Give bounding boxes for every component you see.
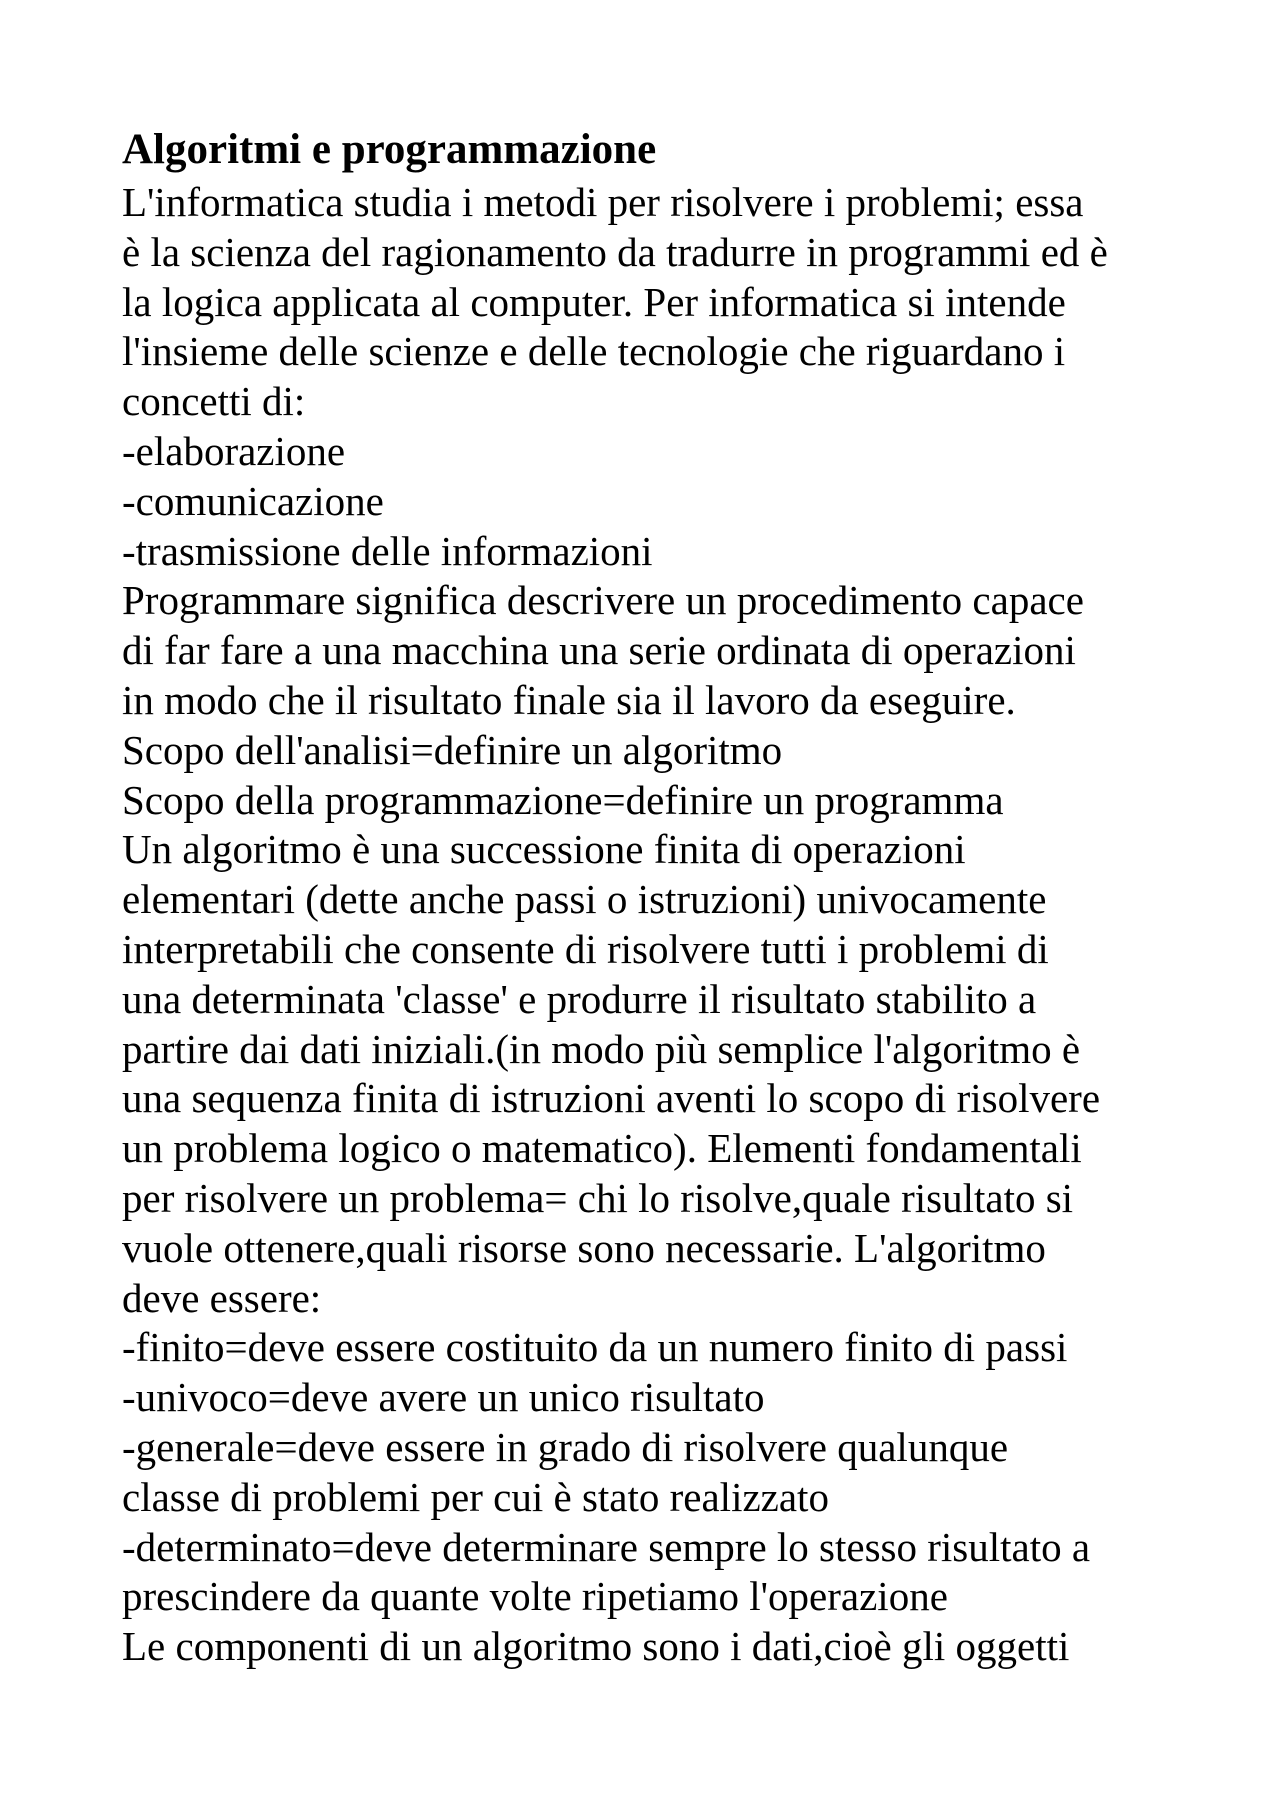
list-item: -comunicazione	[122, 477, 384, 524]
list-item: -elaborazione	[122, 427, 346, 474]
text-line: deve essere:	[122, 1274, 322, 1321]
document-title: Algoritmi e programmazione	[122, 126, 657, 173]
text-line: concetti di:	[122, 378, 306, 425]
list-item: -univoco=deve avere un unico risultato	[122, 1374, 765, 1421]
list-item: -determinato=deve determinare sempre lo stesso risultato a	[122, 1523, 1091, 1570]
list-item: -trasmissione delle informazioni	[122, 527, 653, 574]
text-line: Le componenti di un algoritmo sono i dati,cioè gli oggetti	[122, 1623, 1070, 1670]
document-body	[122, 178, 1232, 1672]
text-line: è la scienza del ragionamento da tradurre in programmi ed è	[122, 228, 1108, 275]
list-item: -generale=deve essere in grado di risolvere qualunque	[122, 1423, 1009, 1470]
text-line: una determinata 'classe' e produrre il risultato stabilito a	[122, 975, 1037, 1022]
text-line: la logica applicata al computer. Per informatica si intende	[122, 278, 1066, 325]
text-line: di far fare a una macchina una serie ordinata di operazioni	[122, 627, 1076, 674]
text-line: L'informatica studia i metodi per risolvere i problemi; essa	[122, 179, 1084, 225]
text-line: per risolvere un problema= chi lo risolve,quale risultato si	[122, 1174, 1074, 1221]
text-line: Un algoritmo è una successione finita di operazioni	[122, 826, 966, 873]
text-line: una sequenza finita di istruzioni aventi lo scopo di risolvere	[122, 1075, 1101, 1122]
text-line: elementari (dette anche passi o istruzioni) univocamente	[122, 876, 1047, 923]
text-line: Programmare significa descrivere un procedimento capace	[122, 577, 1084, 624]
text-line: l'insieme delle scienze e delle tecnologie che riguardano i	[122, 328, 1066, 375]
text-line: vuole ottenere,quali risorse sono necessarie. L'algoritmo	[122, 1224, 1046, 1271]
text-line: un problema logico o matematico). Elementi fondamentali	[122, 1125, 1082, 1172]
text-line: prescindere da quante volte ripetiamo l'operazione	[122, 1573, 948, 1620]
text-line: classe di problemi per cui è stato realizzato	[122, 1473, 829, 1520]
text-line: interpretabili che consente di risolvere tutti i problemi di	[122, 925, 1049, 972]
document-page	[122, 122, 1232, 1672]
text-line: Scopo dell'analisi=definire un algoritmo	[122, 726, 783, 773]
list-item: -finito=deve essere costituito da un numero finito di passi	[122, 1324, 1068, 1371]
text-line: in modo che il risultato finale sia il lavoro da eseguire.	[122, 676, 1016, 723]
text-line: partire dai dati iniziali.(in modo più semplice l'algoritmo è	[122, 1025, 1081, 1072]
text-line: Scopo della programmazione=definire un programma	[122, 776, 1004, 823]
